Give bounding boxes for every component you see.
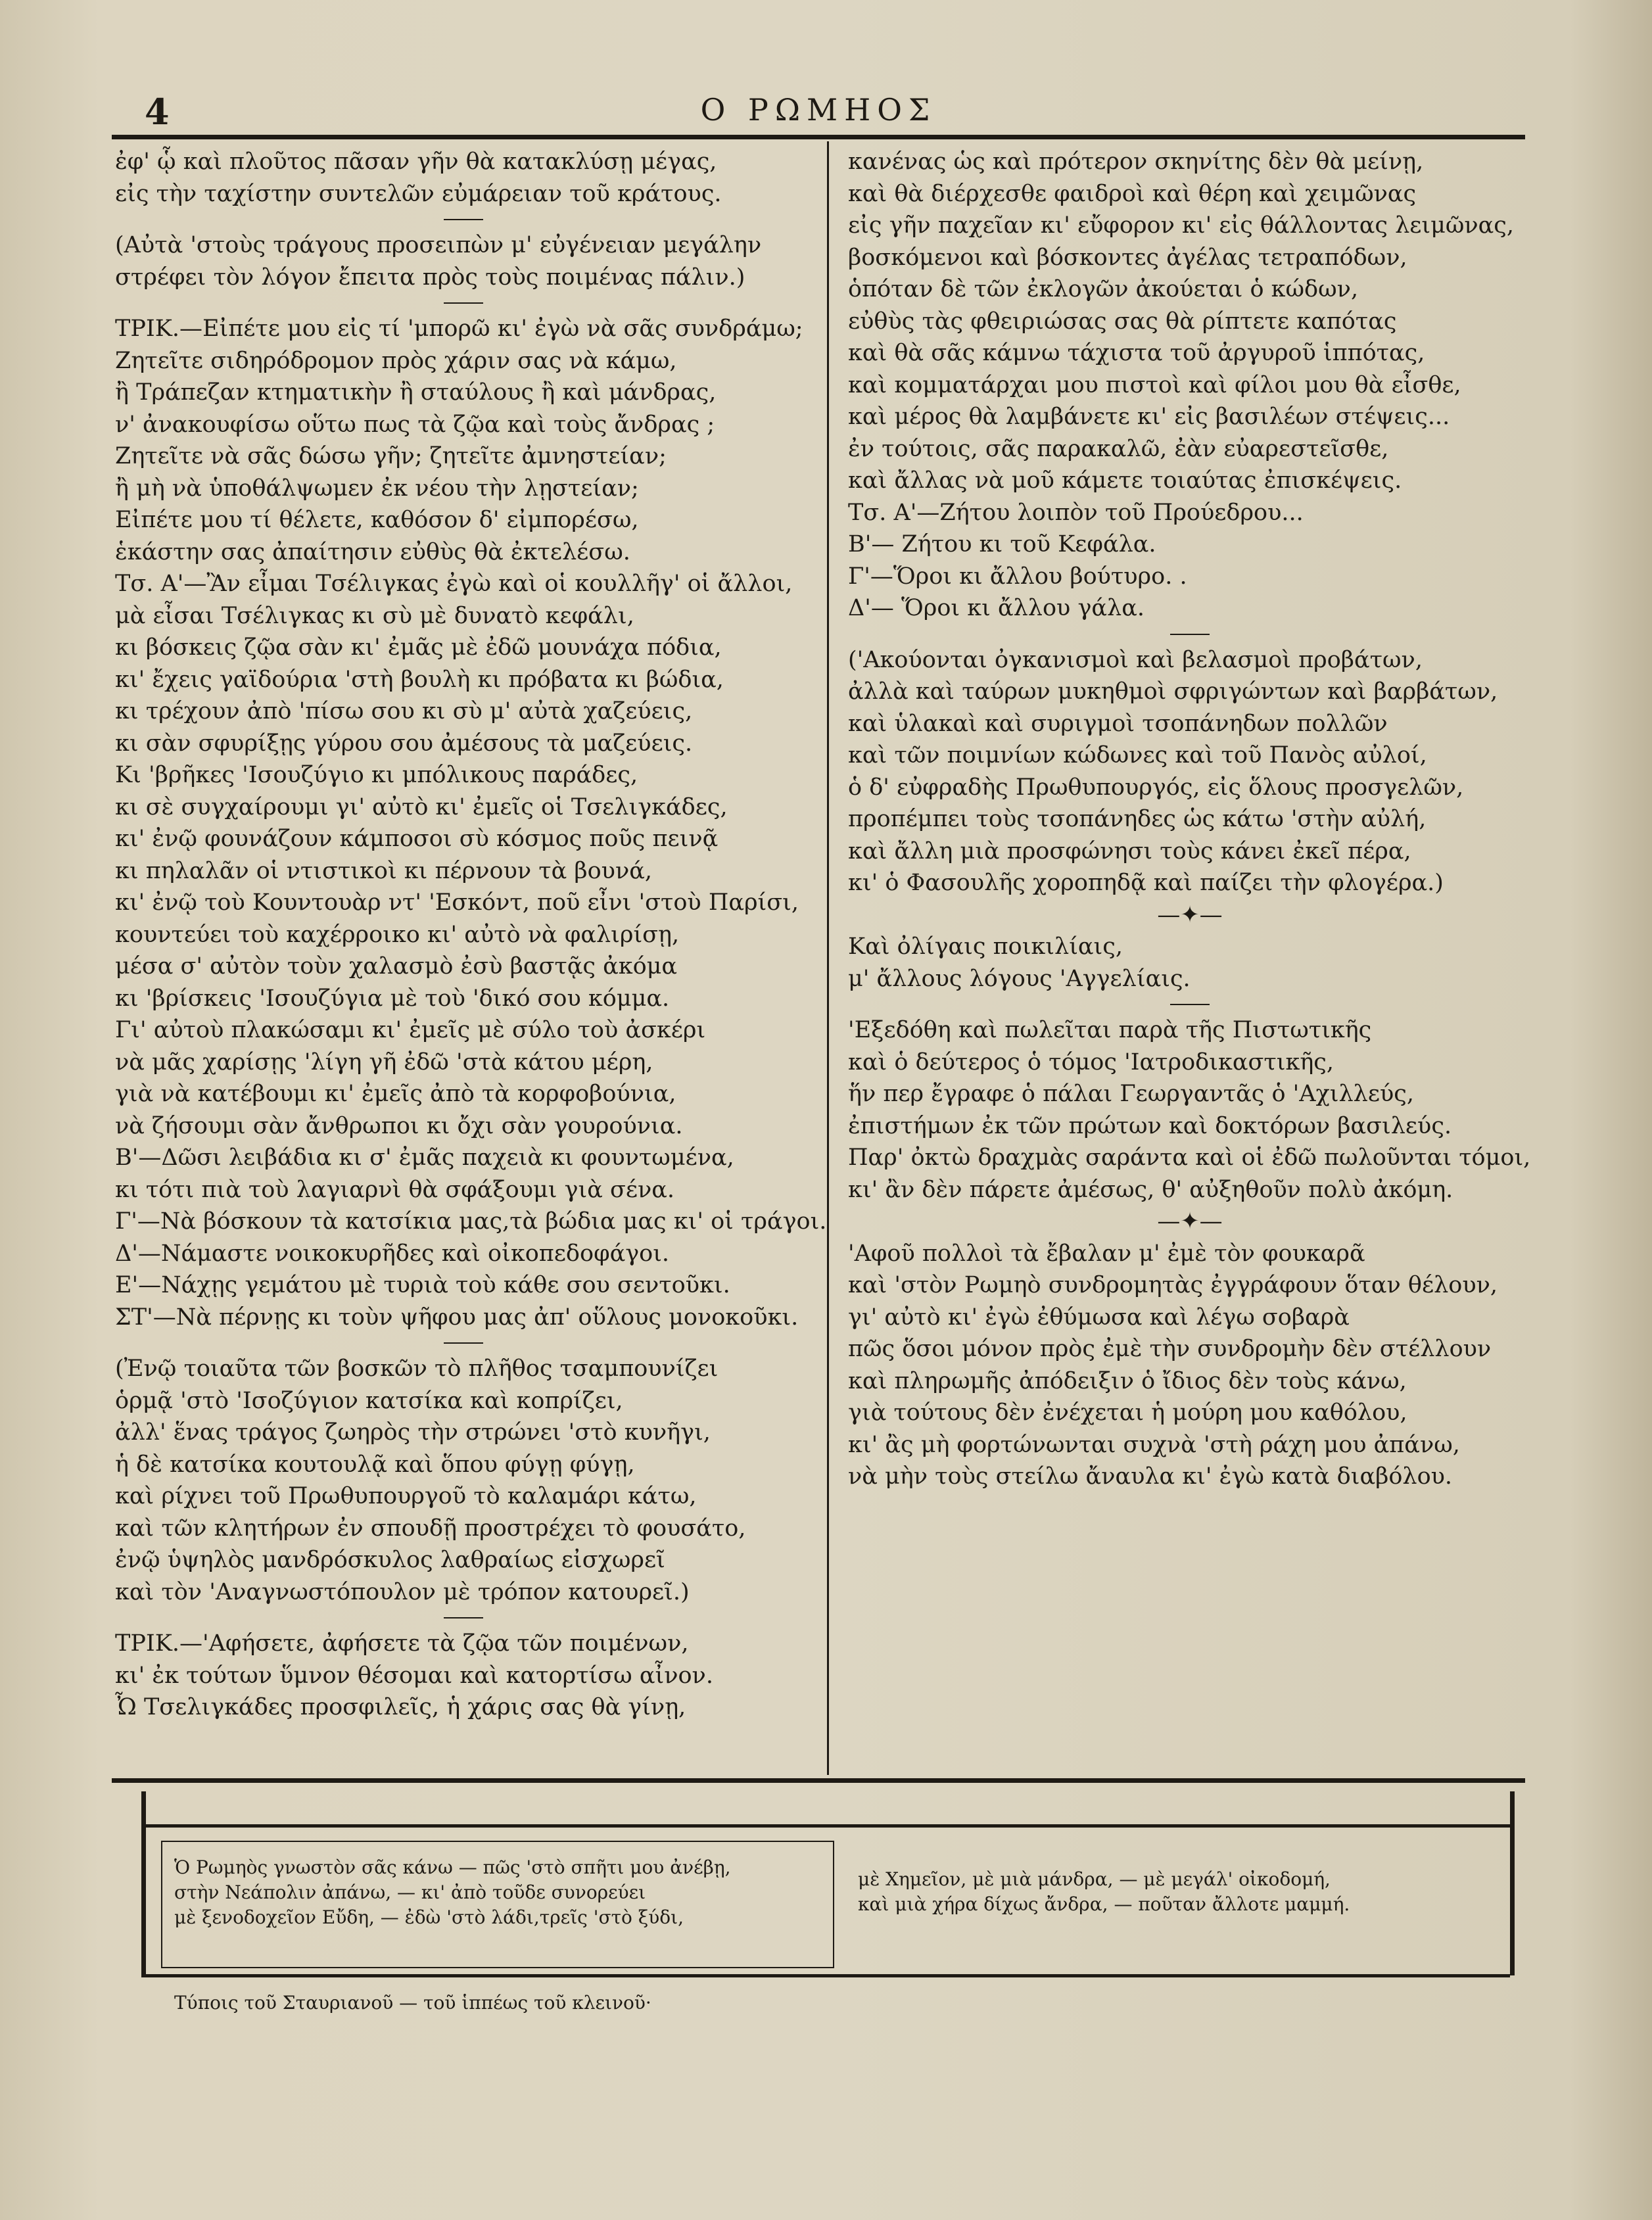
box-bottom-rule	[141, 1974, 1510, 1977]
text-line: προπέμπει τοὺς τσοπάνηδες ὡς κάτω 'στὴν αὐλή,	[848, 806, 1427, 832]
text-line: καὶ τῶν κλητήρων ἐν σπουδῇ προστρέχει τὸ φουσάτο,	[115, 1515, 746, 1542]
text-line: καὶ ὑλακαὶ καὶ συριγμοὶ τσοπάνηδων πολλῶν	[848, 710, 1388, 737]
text-line: Γ'—Ὅροι κι ἄλλου βούτυρο. .	[848, 563, 1187, 590]
box-line: στὴν Νεάπολιν ἀπάνω, — κι' ἀπὸ τοῦδε συνορεύει	[174, 1881, 646, 1903]
text-line: εὐθὺς τὰς φθειριώσας σας θὰ ρίπτετε καπότας	[848, 308, 1397, 335]
text-line: μὰ εἶσαι Τσέλιγκας κι σὺ μὲ δυνατὸ κεφάλι,	[115, 602, 634, 629]
text-line: κι' ἂς μὴ φορτώνωνται συχνὰ 'στὴ ράχη μου ἀπάνω,	[848, 1431, 1460, 1458]
text-line: βοσκόμενοι καὶ βόσκοντες ἀγέλας τετραπόδων,	[848, 244, 1407, 271]
text-line: εἰς γῆν παχεῖαν κι' εὔφορον κι' εἰς θάλλοντας λειμῶνας,	[848, 212, 1515, 239]
text-line: εἰς τὴν ταχίστην συντελῶν εὐμάρειαν τοῦ κράτους.	[115, 180, 722, 207]
text-line: Β'—Δῶσι λειβάδια κι σ' ἐμᾶς παχειὰ κι φουντωμένα,	[115, 1145, 734, 1171]
text-line: γιὰ τούτους δὲν ἐνέχεται ἡ μούρη μου καθόλου,	[848, 1400, 1407, 1426]
text-line: Ζητεῖτε νὰ σᾶς δώσω γῆν; ζητεῖτε ἀμνηστείαν;	[115, 443, 667, 469]
section-separator	[444, 302, 483, 304]
text-line: νὰ ζήσουμι σὰν ἄνθρωποι κι ὄχι σὰν γουρούνια.	[115, 1112, 683, 1139]
box-line: καὶ μιὰ χήρα δίχως ἄνδρα, — ποῦταν ἄλλοτε μαμμή.	[858, 1893, 1350, 1915]
footer-rule	[112, 1778, 1525, 1783]
newspaper-title: Ο ΡΩΜΗΟΣ	[700, 92, 937, 128]
text-line: ἢ μὴ νὰ ὑποθάλψωμεν ἐκ νέου τὴν λῃστείαν;	[115, 475, 639, 502]
text-line: νὰ μᾶς χαρίσῃς 'λίγη γῆ ἐδῶ 'στὰ κάτου μέρη,	[115, 1049, 653, 1075]
text-line: γι' αὐτὸ κι' ἐγὼ ἐθύμωσα καὶ λέγω σοβαρὰ	[848, 1304, 1350, 1331]
text-line: ὁρμᾷ 'στὸ 'Ισοζύγιον κατσίκα καὶ κοπρίζει,	[115, 1387, 623, 1414]
text-line: ΤΡΙΚ.—'Αφήσετε, ἀφήσετε τὰ ζῷα τῶν ποιμένων,	[115, 1630, 689, 1657]
text-line: κι σὲ συγχαίρουμι γι' αὐτὸ κι' ἐμεῖς οἱ Τσελιγκάδες,	[115, 793, 728, 820]
text-line: ἑκάστην σας ἀπαίτησιν εὐθὺς θὰ ἐκτελέσω.	[115, 538, 630, 565]
ornament: —✦—	[1157, 1208, 1223, 1235]
text-line: κανένας ὡς καὶ πρότερον σκηνίτης δὲν θὰ μείνῃ,	[848, 149, 1424, 175]
text-line: ΤΡΙΚ.—Εἰπέτε μου εἰς τί 'μπορῶ κι' ἐγὼ νὰ σᾶς συνδράμω;	[115, 316, 803, 342]
text-line: κι' ἂν δὲν πάρετε ἀμέσως, θ' αὐξηθοῦν πολὺ ἀκόμη.	[848, 1176, 1453, 1203]
section-separator	[1170, 634, 1210, 635]
section-separator	[444, 219, 483, 220]
text-line: ἐφ' ᾧ καὶ πλοῦτος πᾶσαν γῆν θὰ κατακλύσῃ μέγας,	[115, 149, 717, 175]
text-line: Γι' αὐτοὺ πλακώσαμι κι' ἐμεῖς μὲ σύλο τοὺ ἀσκέρι	[115, 1017, 706, 1043]
text-line: Δ'—Νάμαστε νοικοκυρῆδες καὶ οἰκοπεδοφάγοι.	[115, 1240, 670, 1267]
text-line: Τσ. Α'—Ζήτου λοιπὸν τοῦ Προύεδρου...	[848, 499, 1304, 526]
text-line: καὶ ρίχνει τοῦ Πρωθυπουργοῦ τὸ καλαμάρι κάτω,	[115, 1483, 697, 1509]
text-line: κουντεύει τοὺ καχέρροικο κι' αὐτὸ νὰ φαλιρίσῃ,	[115, 921, 680, 948]
box-line: μὲ Χημεῖον, μὲ μιὰ μάνδρα, — μὲ μεγάλ' οἰκοδομή,	[858, 1868, 1331, 1890]
text-line: (Ἐνῷ τοιαῦτα τῶν βοσκῶν τὸ πλῆθος τσαμπουνίζει	[115, 1356, 719, 1382]
text-line: Γ'—Νὰ βόσκουν τὰ κατσίκια μας,τὰ βώδια μας κι' οἱ τράγοι.	[115, 1208, 827, 1235]
text-line: ἡ δὲ κατσίκα κουτουλᾷ καὶ ὅπου φύγῃ φύγῃ,	[115, 1451, 635, 1478]
text-line: κι τρέχουν ἀπὸ 'πίσω σου κι σὺ μ' αὐτὰ χαζεύεις,	[115, 698, 693, 724]
text-line: Εἰπέτε μου τί θέλετε, καθόσον δ' εἰμπορέσω,	[115, 507, 639, 533]
text-line: στρέφει τὸν λόγον ἔπειτα πρὸς τοὺς ποιμένας πάλιν.)	[115, 264, 745, 291]
text-line: καὶ τὸν 'Αναγνωστόπουλον μὲ τρόπον κατουρεῖ.)	[115, 1578, 690, 1605]
text-line: (Αὐτὰ 'στοὺς τράγους προσειπὼν μ' εὐγένειαν μεγάλην	[115, 232, 762, 258]
text-line: καὶ πληρωμῆς ἀπόδειξιν ὁ ἴδιος δὲν τοὺς κάνω,	[848, 1367, 1407, 1394]
text-line: ἐν τούτοις, σᾶς παρακαλῶ, ἐὰν εὐαρεστεῖσθε,	[848, 435, 1389, 462]
page-header	[112, 85, 1525, 131]
text-line: Παρ' ὀκτὼ δραχμὰς σαράντα καὶ οἱ ἐδῶ πωλοῦνται τόμοι,	[848, 1145, 1531, 1171]
text-line: ἐνῷ ὑψηλὸς μανδρόσκυλος λαθραίως εἰσχωρεῖ	[115, 1547, 665, 1573]
header-rule	[112, 135, 1525, 139]
text-line: ('Ακούονται ὀγκανισμοὶ καὶ βελασμοὶ προβάτων,	[848, 646, 1423, 673]
text-line: καὶ θὰ σᾶς κάμνω τάχιστα τοῦ ἀργυροῦ ἱππότας,	[848, 340, 1425, 366]
text-line: κι 'βρίσκεις 'Ισουζύγια μὲ τοὺ 'δικό σου κόμμα.	[115, 985, 670, 1012]
text-line: κι' ἔχεις γαϊδούρια 'στὴ βουλὴ κι πρόβατα κι βώδια,	[115, 666, 724, 693]
text-line: γιὰ νὰ κατέβουμι κι' ἐμεῖς ἀπὸ τὰ κορφοβούνια,	[115, 1081, 676, 1107]
text-line: καὶ θὰ διέρχεσθε φαιδροὶ καὶ θέρη καὶ χειμῶνας	[848, 180, 1417, 207]
text-line: κι βόσκεις ζῷα σὰν κι' ἐμᾶς μὲ ἐδῶ μουνάχα πόδια,	[115, 634, 722, 661]
box-line: μὲ ξενοδοχεῖον Εὔδη, — ἐδὼ 'στὸ λάδι,τρεῖς 'στὸ ξύδι,	[174, 1906, 684, 1928]
text-line: Ζητεῖτε σιδηρόδρομον πρὸς χάριν σας νὰ κάμω,	[115, 347, 677, 374]
text-line: Τσ. Α'—Ἂν εἶμαι Τσέλιγκας ἐγὼ καὶ οἱ κουλλῆγ' οἱ ἄλλοι,	[115, 571, 793, 597]
box-line: Ὁ Ρωμηὸς γνωστὸν σᾶς κάνω — πῶς 'στὸ σπῆτι μου ἀνέβῃ,	[174, 1856, 731, 1878]
text-line: καὶ 'στὸν Ρωμηὸ συνδρομητὰς ἐγγράφουν ὅταν θέλουν,	[848, 1272, 1498, 1298]
text-line: ΣΤ'—Νὰ πέρνῃς κι τοὺν ψῆφου μας ἀπ' οὕλους μονοκοῦκι.	[115, 1304, 799, 1331]
text-line: κι' ἐκ τούτων ὕμνον θέσομαι καὶ κατορτίσω αἶνον.	[115, 1662, 713, 1689]
text-line: κι πηλαλᾶν οἱ ντιστικοὶ κι πέρνουν τὰ βουνά,	[115, 857, 652, 884]
left-column	[115, 146, 827, 1724]
text-line: ὁ δ' εὐφραδὴς Πρωθυπουργός, εἰς ὅλους προσγελῶν,	[848, 774, 1464, 801]
text-line: ὁπόταν δὲ τῶν ἐκλογῶν ἀκούεται ὁ κώδων,	[848, 276, 1359, 302]
text-line: Ὦ Τσελιγκάδες προσφιλεῖς, ἡ χάρις σας θὰ γίνῃ,	[115, 1694, 686, 1720]
text-line: Κι 'βρῆκες 'Ισουζύγιο κι μπόλικους παράδες,	[115, 762, 638, 788]
text-line: νὰ μὴν τοὺς στείλω ἄναυλα κι' ἐγὼ κατὰ διαβόλου.	[848, 1463, 1453, 1490]
text-line: κι τότι πιὰ τοὺ λαγιαρνὶ θὰ σφάξουμι γιὰ σένα.	[115, 1176, 675, 1203]
printer-imprint: Τύποις τοῦ Σταυριανοῦ — τοῦ ἱππέως τοῦ κλεινοῦ·	[174, 1992, 651, 2014]
text-line: μ' ἄλλους λόγους 'Αγγελίαις.	[848, 965, 1191, 992]
text-line: 'Αφοῦ πολλοὶ τὰ ἔβαλαν μ' ἐμὲ τὸν φουκαρᾶ	[848, 1240, 1365, 1267]
text-line: ἢ Τράπεζαν κτηματικὴν ἢ σταύλους ἢ καὶ μάνδρας,	[115, 379, 717, 406]
text-line: καὶ τῶν ποιμνίων κώδωνες καὶ τοῦ Πανὸς αὐλοί,	[848, 742, 1427, 768]
right-column	[848, 146, 1532, 1493]
text-line: καὶ μέρος θὰ λαμβάνετε κι' εἰς βασιλέων στέψεις...	[848, 404, 1450, 430]
box-left-text	[174, 1855, 731, 1930]
text-line: Δ'— Ὅροι κι ἄλλου γάλα.	[848, 595, 1145, 621]
text-line: ἀλλὰ καὶ ταύρων μυκηθμοὶ σφριγώντων καὶ βαρβάτων,	[848, 678, 1498, 705]
text-line: καὶ ὁ δεύτερος ὁ τόμος 'Ιατροδικαστικῆς,	[848, 1049, 1334, 1075]
text-line: καὶ ἄλλη μιὰ προσφώνησι τοὺς κάνει ἐκεῖ πέρα,	[848, 838, 1411, 864]
column-divider	[827, 141, 829, 1775]
ornament: —✦—	[1157, 901, 1223, 928]
section-separator	[1170, 1004, 1210, 1005]
text-line: κι' ἐνῷ φουνάζουν κάμποσοι σὺ κόσμος ποῦς πεινᾷ	[115, 826, 719, 852]
text-line: ν' ἀνακουφίσω οὕτω πως τὰ ζῷα καὶ τοὺς ἄνδρας ;	[115, 411, 715, 438]
text-line: Καὶ ὀλίγαις ποικιλίαις,	[848, 933, 1123, 960]
box-top-rule	[141, 1824, 1510, 1828]
box-right-text	[858, 1867, 1350, 1917]
text-line: 'Εξεδόθη καὶ πωλεῖται παρὰ τῆς Πιστωτικῆς	[848, 1017, 1372, 1043]
text-line: ἐπιστήμων ἐκ τῶν πρώτων καὶ δοκτόρων βασιλεύς.	[848, 1112, 1452, 1139]
text-line: κι' ὁ Φασουλῆς χορoπηδᾷ καὶ παίζει τὴν φλογέρα.)	[848, 870, 1444, 896]
text-line: Β'— Ζήτου κι τοῦ Κεφάλα.	[848, 531, 1156, 557]
text-line: μέσα σ' αὐτὸν τοὺν χαλασμὸ ἐσὺ βαστᾷς ἀκόμα	[115, 953, 678, 980]
text-line: πῶς ὅσοι μόνον πρὸς ἐμὲ τὴν συνδρομὴν δὲν στέλλουν	[848, 1336, 1492, 1362]
text-line: ἥν περ ἔγραφε ὁ πάλαι Γεωργαντᾶς ὁ 'Αχιλλεύς,	[848, 1081, 1415, 1107]
text-line: καὶ ἄλλας νὰ μοῦ κάμετε τοιαύτας ἐπισκέψεις.	[848, 467, 1402, 494]
text-line: ἀλλ' ἕνας τράγος ζωηρὸς τὴν στρώνει 'στὸ κυνῆγι,	[115, 1419, 711, 1446]
section-separator	[444, 1342, 483, 1344]
page-number: 4	[145, 91, 170, 133]
text-line: κι' ἐνῷ τοὺ Κουντουὰρ ντ' 'Εσκόντ, ποῦ εἶνι 'στοὺ Παρίσι,	[115, 889, 799, 916]
text-line: κι σὰν σφυρίξῃς γύρου σου ἀμέσους τὰ μαζεύεις.	[115, 730, 693, 757]
text-line: καὶ κομματάρχαι μου πιστοὶ καὶ φίλοι μου θὰ εἶσθε,	[848, 371, 1461, 398]
text-line: Ε'—Νάχῃς γεμάτου μὲ τυριὰ τοὺ κάθε σου σεντοῦκι.	[115, 1272, 730, 1298]
section-separator	[444, 1617, 483, 1618]
